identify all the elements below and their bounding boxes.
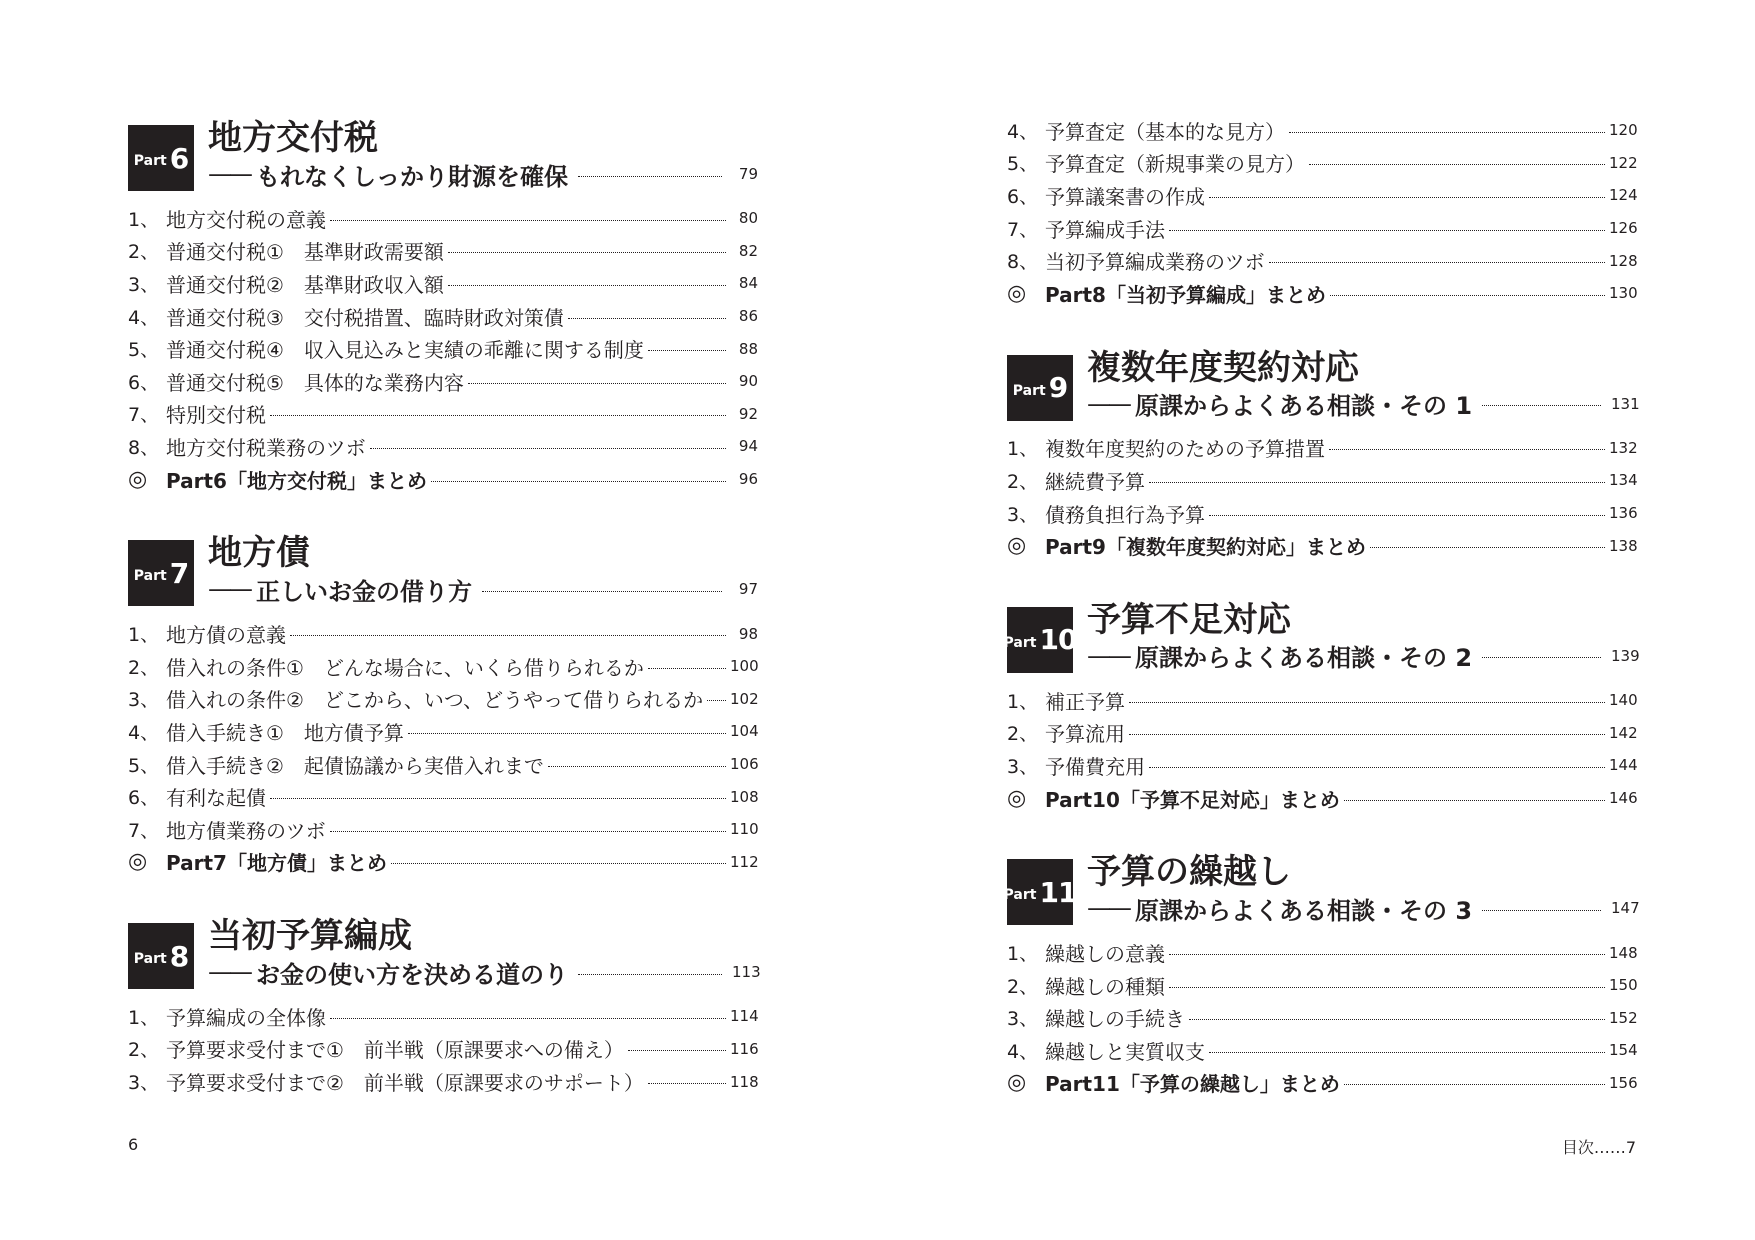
part-subtitle-row[interactable] [208, 956, 761, 989]
toc-entry[interactable] [128, 1000, 758, 1033]
dot-leader [408, 733, 726, 734]
dot-leader [578, 176, 722, 177]
entry-number: 5、 [1007, 153, 1039, 176]
entry-title: 予算流用 [1045, 722, 1125, 747]
dot-leader [1209, 515, 1605, 516]
entry-number: 2、 [128, 1039, 160, 1062]
entry-page: 104 [730, 722, 759, 741]
entry-title: 普通交付税③ 交付税措置、臨時財政対策債 [166, 305, 564, 330]
toc-entry[interactable] [128, 300, 758, 333]
entry-page: 96 [738, 470, 758, 489]
entry-number: 2、 [1007, 723, 1039, 746]
entry-title: 地方債の意義 [166, 623, 286, 648]
entry-number: 4、 [1007, 120, 1039, 143]
toc-entry[interactable] [1007, 432, 1637, 465]
dot-leader [1370, 547, 1605, 548]
entry-number: 7、 [1007, 218, 1039, 241]
dot-leader [1289, 132, 1605, 133]
part-title[interactable]: 複数年度契約対応 [1087, 347, 1359, 388]
em-dash: —— [208, 160, 250, 188]
part-header [128, 916, 761, 989]
entry-title: 補正予算 [1045, 689, 1125, 714]
dot-leader [1309, 164, 1605, 165]
entry-page: 146 [1609, 789, 1638, 808]
part-badge [128, 540, 194, 606]
part-subtitle: もれなくしっかり財源を確保 [256, 162, 568, 191]
entry-number: 3、 [128, 273, 160, 296]
em-dash: —— [208, 958, 250, 987]
toc-summary-entry[interactable] [1007, 529, 1637, 562]
entry-page: 150 [1609, 976, 1638, 995]
toc-entry[interactable] [128, 202, 758, 235]
dot-leader [1149, 767, 1605, 768]
entry-page: 106 [730, 755, 759, 774]
part-heading [208, 916, 761, 989]
entry-page: 116 [730, 1039, 759, 1058]
part-badge-word: Part [133, 951, 167, 968]
entry-title: 普通交付税④ 収入見込みと実績の乖離に関する制度 [166, 338, 644, 363]
entry-page: 156 [1609, 1073, 1638, 1092]
toc-summary-entry[interactable] [128, 846, 758, 879]
entry-title: Part6「地方交付税」まとめ [166, 468, 427, 493]
dot-leader [482, 591, 722, 592]
dot-leader [431, 481, 726, 482]
entry-number: ◎ [1007, 1070, 1027, 1096]
dot-leader [330, 831, 726, 832]
dot-leader [1330, 295, 1605, 296]
part-badge-number: 7 [169, 556, 189, 590]
entry-title: 予算編成の全体像 [166, 1005, 326, 1030]
dot-leader [1344, 1084, 1605, 1085]
dot-leader [1129, 702, 1605, 703]
part-header [1007, 347, 1640, 421]
dot-leader [391, 863, 726, 864]
toc-entry[interactable] [1007, 1002, 1637, 1035]
entry-page: 130 [1609, 284, 1638, 303]
entry-title: 借入手続き② 起債協議から実借入れまで [166, 753, 544, 778]
part-title[interactable]: 当初予算編成 [208, 916, 412, 957]
toc-entries [128, 617, 758, 878]
part-title[interactable]: 予算の繰越し [1087, 852, 1291, 893]
part-heading [208, 533, 758, 605]
entry-page: 88 [738, 339, 758, 358]
entry-page: 90 [738, 372, 758, 391]
dot-leader [628, 1050, 726, 1051]
part-badge-word: Part [1003, 634, 1037, 651]
dot-leader [290, 635, 726, 636]
part-badge-word: Part [1003, 887, 1037, 904]
toc-entry[interactable] [1007, 147, 1637, 180]
toc-entry[interactable] [1007, 212, 1637, 245]
entry-title: 有利な起債 [166, 786, 266, 811]
part-badge [1003, 859, 1077, 925]
entry-page: 110 [730, 820, 759, 839]
dot-leader [370, 448, 726, 449]
entry-page: 98 [738, 624, 758, 643]
entry-title: Part8「当初予算編成」まとめ [1045, 282, 1326, 307]
entry-title: 予算要求受付まで② 前半戦（原課要求のサポート） [166, 1071, 644, 1096]
toc-entry[interactable] [128, 430, 758, 463]
part-badge [1003, 607, 1077, 673]
entry-number: 6、 [1007, 185, 1039, 208]
entry-title: 地方債業務のツボ [166, 818, 326, 843]
entry-page: 114 [730, 1007, 759, 1026]
entry-title: 繰越しの意義 [1045, 942, 1165, 967]
toc-entry[interactable] [128, 1033, 758, 1066]
toc-entry[interactable] [1007, 717, 1637, 750]
page-number-left: 6 [128, 1135, 139, 1154]
dot-leader [270, 415, 726, 416]
toc-entry[interactable] [128, 398, 758, 431]
part-page: 131 [1611, 394, 1640, 413]
entry-number: 6、 [128, 371, 160, 394]
part-header [1003, 852, 1640, 925]
dot-leader [270, 798, 726, 799]
entry-number: 3、 [1007, 755, 1039, 778]
part-badge-word: Part [133, 568, 167, 585]
dot-leader [1189, 1019, 1605, 1020]
entry-title: 地方交付税業務のツボ [166, 435, 366, 460]
entry-title: 借入手続き① 地方債予算 [166, 720, 404, 745]
toc-entries [1007, 114, 1637, 310]
entry-number: 7、 [128, 819, 160, 842]
toc-entry[interactable] [128, 235, 758, 268]
part-badge-number: 10 [1039, 623, 1077, 657]
dot-leader [648, 350, 726, 351]
part-badge-number: 6 [169, 141, 189, 175]
part-subtitle: 原課からよくある相談・その 3 [1135, 896, 1473, 925]
part-subtitle: 原課からよくある相談・その 1 [1135, 392, 1473, 421]
toc-entry[interactable] [1007, 1034, 1637, 1067]
toc-summary-entry[interactable] [1007, 277, 1637, 310]
entry-page: 148 [1609, 943, 1638, 962]
toc-entries [1007, 684, 1637, 814]
entry-title: 地方交付税の意義 [166, 207, 326, 232]
entry-number: 2、 [128, 241, 160, 264]
entry-page: 132 [1609, 438, 1638, 457]
dot-leader [578, 974, 722, 975]
entry-number: ◎ [128, 849, 148, 875]
entry-number: ◎ [1007, 533, 1027, 559]
part-badge-number: 9 [1048, 371, 1068, 405]
dot-leader [1169, 954, 1605, 955]
part-subtitle-row[interactable] [1087, 892, 1640, 925]
dot-leader [1209, 197, 1605, 198]
toc-entry[interactable] [1007, 969, 1637, 1002]
entry-number: 1、 [1007, 943, 1039, 966]
toc-entry[interactable] [128, 780, 758, 813]
entry-number: ◎ [128, 466, 148, 492]
dot-leader [548, 766, 726, 767]
em-dash: —— [1087, 389, 1129, 418]
em-dash: —— [208, 575, 250, 604]
part-subtitle-row[interactable] [1087, 388, 1640, 421]
entry-page: 142 [1609, 723, 1638, 742]
dot-leader [707, 700, 726, 701]
entry-number: 3、 [1007, 503, 1039, 526]
dot-leader [330, 1018, 726, 1019]
entry-page: 126 [1609, 219, 1638, 238]
entry-title: 予算要求受付まで① 前半戦（原課要求への備え） [166, 1038, 624, 1063]
part-badge [128, 125, 194, 191]
entry-title: 借入れの条件① どんな場合に、いくら借りられるか [166, 655, 644, 680]
page-number-right: 目次……7 [1561, 1138, 1636, 1157]
part-header [128, 533, 758, 606]
entry-number: 8、 [128, 436, 160, 459]
toc-entry[interactable] [1007, 497, 1637, 530]
em-dash: —— [1087, 641, 1129, 670]
entry-page: 100 [730, 657, 759, 676]
entry-number: 2、 [1007, 975, 1039, 998]
entry-title: 借入れの条件② どこから、いつ、どうやって借りられるか [166, 688, 704, 713]
entry-title: 繰越しの手続き [1045, 1007, 1185, 1032]
dot-leader [1149, 482, 1605, 483]
entry-number: 7、 [128, 404, 160, 427]
toc-entries [128, 1000, 758, 1098]
dot-leader [448, 285, 726, 286]
entry-title: 普通交付税① 基準財政需要額 [166, 240, 444, 265]
left-page-toc [128, 118, 761, 1098]
toc-entry[interactable] [128, 332, 758, 365]
part-heading [1087, 599, 1640, 673]
entry-number: 2、 [128, 656, 160, 679]
dot-leader [1169, 987, 1605, 988]
toc-entry[interactable] [128, 267, 758, 300]
toc-entry[interactable] [128, 715, 758, 748]
entry-page: 120 [1609, 121, 1638, 140]
entry-page: 152 [1609, 1008, 1638, 1027]
entry-title: Part7「地方債」まとめ [166, 851, 387, 876]
entry-page: 92 [738, 404, 758, 423]
entry-page: 140 [1609, 691, 1638, 710]
entry-title: 繰越しの種類 [1045, 974, 1165, 999]
entry-number: 5、 [128, 339, 160, 362]
toc-entry[interactable] [128, 1065, 758, 1098]
entry-number: 4、 [128, 306, 160, 329]
dot-leader [1482, 657, 1601, 658]
part-title[interactable]: 地方債 [208, 533, 310, 574]
toc-entry[interactable] [1007, 749, 1637, 782]
entry-title: Part11「予算の繰越し」まとめ [1045, 1072, 1340, 1097]
entry-page: 108 [730, 787, 759, 806]
dot-leader [1169, 230, 1605, 231]
entry-page: 122 [1609, 153, 1638, 172]
part-subtitle: 原課からよくある相談・その 2 [1135, 644, 1473, 673]
entry-number: 3、 [128, 689, 160, 712]
dot-leader [448, 252, 726, 253]
entry-title: 当初予算編成業務のツボ [1045, 250, 1265, 275]
entry-page: 138 [1609, 536, 1638, 555]
part-heading [1087, 347, 1640, 421]
entry-number: ◎ [1007, 785, 1027, 811]
entry-number: 5、 [128, 754, 160, 777]
dot-leader [648, 668, 726, 669]
part-title[interactable]: 地方交付税 [208, 118, 378, 158]
entry-title: 予備費充用 [1045, 754, 1145, 779]
part-page: 79 [738, 165, 758, 183]
entry-page: 154 [1609, 1041, 1638, 1060]
entry-title: 債務負担行為予算 [1045, 502, 1205, 527]
entry-title: 普通交付税② 基準財政収入額 [166, 272, 444, 297]
entry-number: 1、 [128, 624, 160, 647]
entry-title: 予算編成手法 [1045, 217, 1165, 242]
toc-entry[interactable] [128, 365, 758, 398]
entry-number: 1、 [128, 1006, 160, 1029]
dot-leader [1344, 800, 1605, 801]
entry-title: 予算議案書の作成 [1045, 184, 1205, 209]
entry-number: 3、 [128, 1072, 160, 1095]
entry-number: 6、 [128, 787, 160, 810]
entry-page: 102 [730, 689, 759, 708]
entry-page: 80 [738, 209, 758, 228]
toc-entries [1007, 936, 1637, 1099]
part-heading [1087, 852, 1640, 925]
toc-entry[interactable] [128, 617, 758, 650]
part-page: 147 [1611, 899, 1640, 918]
toc-entry[interactable] [1007, 464, 1637, 497]
part-page: 139 [1611, 646, 1640, 665]
dot-leader [1482, 910, 1601, 911]
toc-entry[interactable] [1007, 244, 1637, 277]
entry-page: 128 [1609, 251, 1638, 270]
entry-number: 3、 [1007, 1008, 1039, 1031]
dot-leader [1129, 734, 1605, 735]
entry-number: ◎ [1007, 280, 1027, 306]
entry-title: 予算査定（基本的な見方） [1045, 119, 1285, 144]
entry-number: 8、 [1007, 251, 1039, 274]
part-badge-word: Part [133, 153, 167, 169]
entry-number: 2、 [1007, 470, 1039, 493]
entry-page: 144 [1609, 756, 1638, 775]
toc-entry[interactable] [128, 650, 758, 683]
entry-title: 繰越しと実質収支 [1045, 1039, 1205, 1064]
entry-title: 普通交付税⑤ 具体的な業務内容 [166, 370, 464, 395]
part-badge [1007, 355, 1073, 421]
toc-entry[interactable] [128, 683, 758, 716]
toc-entry[interactable] [128, 813, 758, 846]
part-page: 97 [738, 580, 758, 599]
entry-page: 82 [738, 241, 758, 260]
entry-number: 1、 [128, 208, 160, 231]
entry-number: 4、 [128, 721, 160, 744]
part-badge-number: 8 [169, 939, 189, 973]
entry-title: 複数年度契約のための予算措置 [1045, 437, 1325, 462]
toc-entry[interactable] [1007, 179, 1637, 212]
dot-leader [648, 1083, 726, 1084]
entry-title: 予算査定（新規事業の見方） [1045, 152, 1305, 177]
dot-leader [330, 220, 726, 221]
toc-summary-entry[interactable] [1007, 1067, 1637, 1100]
dot-leader [1482, 405, 1601, 406]
dot-leader [1209, 1052, 1605, 1053]
dot-leader [468, 383, 726, 384]
part-title[interactable]: 予算不足対応 [1087, 599, 1291, 640]
toc-entry[interactable] [1007, 114, 1637, 147]
em-dash: —— [1087, 894, 1129, 923]
toc-summary-entry[interactable] [1007, 782, 1637, 815]
part-heading [208, 118, 758, 190]
part-subtitle-row[interactable] [1087, 640, 1640, 673]
part-header [128, 118, 758, 191]
entry-page: 84 [738, 274, 758, 293]
part-subtitle: お金の使い方を決める道のり [256, 960, 568, 989]
part-header [1003, 599, 1640, 673]
entry-number: 1、 [1007, 438, 1039, 461]
entry-title: 継続費予算 [1045, 469, 1145, 494]
toc-entry[interactable] [128, 748, 758, 781]
part-subtitle-row[interactable] [208, 158, 758, 190]
entry-page: 124 [1609, 186, 1638, 205]
entry-page: 94 [738, 437, 758, 456]
part-subtitle-row[interactable] [208, 573, 758, 605]
entry-page: 118 [730, 1072, 759, 1091]
part-subtitle: 正しいお金の借り方 [256, 577, 472, 606]
part-badge [128, 923, 194, 989]
toc-entries [128, 202, 758, 495]
dot-leader [1329, 449, 1605, 450]
dot-leader [1269, 262, 1605, 263]
part-page: 113 [732, 963, 761, 982]
entry-number: 1、 [1007, 690, 1039, 713]
entry-page: 134 [1609, 471, 1638, 490]
entry-title: Part10「予算不足対応」まとめ [1045, 787, 1340, 812]
entry-title: 特別交付税 [166, 403, 266, 428]
entry-page: 136 [1609, 504, 1638, 523]
toc-summary-entry[interactable] [128, 463, 758, 496]
entry-page: 86 [738, 307, 758, 326]
toc-entry[interactable] [1007, 936, 1637, 969]
entry-title: Part9「複数年度契約対応」まとめ [1045, 535, 1366, 560]
entry-page: 112 [730, 852, 759, 871]
toc-entry[interactable] [1007, 684, 1637, 717]
dot-leader [568, 318, 726, 319]
part-badge-number: 11 [1039, 875, 1077, 909]
part-badge-word: Part [1012, 382, 1046, 399]
right-page-toc [1003, 114, 1640, 1099]
entry-number: 4、 [1007, 1040, 1039, 1063]
toc-entries [1007, 432, 1637, 562]
